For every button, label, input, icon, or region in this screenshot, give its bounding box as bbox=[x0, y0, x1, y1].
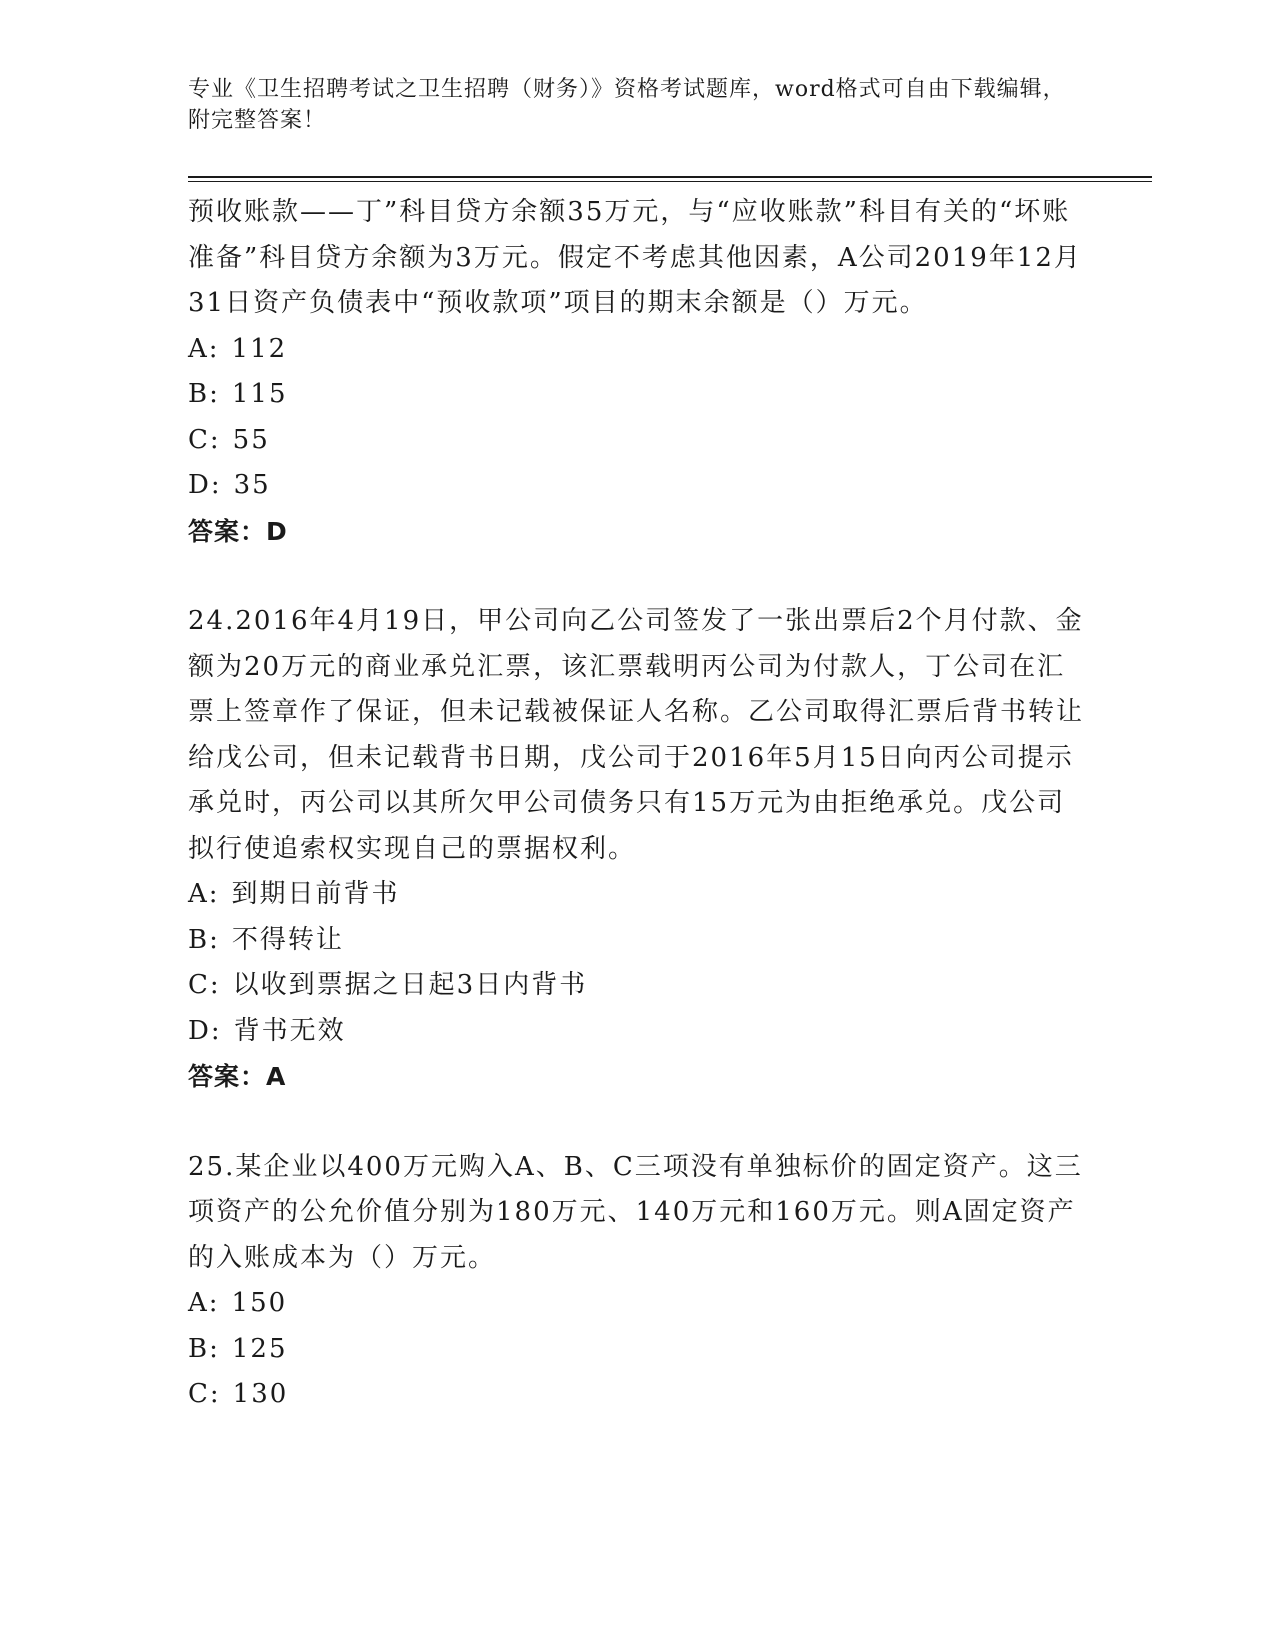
option-b bbox=[188, 372, 1088, 418]
question-text: 25.某企业以400万元购入A、B、C三项没有单独标价的固定资产。这三项资产的公允价值分别为180万元、140万元和160万元。则A固定资产的入账成本为（）万元。 bbox=[188, 1151, 1083, 1273]
question-text: 24.2016年4月19日，甲公司向乙公司签发了一张出票后2个月付款、金额为20万元的商业承兑汇票，该汇票载明丙公司为付款人，丁公司在汇票上签章作了保证，但未记载被保证人名称。乙公司取得汇票后背书转让给戊公司，但未记载背书日期，戊公司于2016年5月15日向丙公司提示承兑时，丙公司以其所欠甲公司债务只有15万元为由拒绝承兑。戊公司拟行使追索权实现自己的票据权利。 bbox=[188, 606, 1085, 864]
option-letter: B: bbox=[188, 1333, 220, 1364]
option-b bbox=[188, 918, 1088, 964]
document-header: 专业《卫生招聘考试之卫生招聘（财务）》资格考试题库，word格式可自由下载编辑，附完整答案！ bbox=[188, 77, 1066, 133]
document-body bbox=[188, 190, 1088, 1418]
option-letter: B: bbox=[188, 379, 220, 409]
question-25 bbox=[188, 1145, 1088, 1418]
option-letter: D: bbox=[188, 470, 222, 500]
option-letter: D: bbox=[188, 1015, 222, 1046]
option-letter: A: bbox=[188, 333, 220, 364]
option-c bbox=[188, 418, 1088, 464]
option-value: 112 bbox=[231, 333, 288, 364]
option-c bbox=[188, 963, 1088, 1009]
option-letter: C: bbox=[188, 970, 221, 1000]
option-value: 55 bbox=[232, 424, 270, 455]
answer-line: 答案：A bbox=[188, 1062, 287, 1091]
option-a bbox=[188, 872, 1088, 918]
option-a bbox=[188, 327, 1088, 373]
option-letter: C: bbox=[188, 1379, 221, 1409]
option-d bbox=[188, 463, 1088, 509]
option-value: 不得转让 bbox=[231, 924, 344, 955]
option-value: 125 bbox=[231, 1333, 288, 1364]
option-value: 以收到票据之日起3日内背书 bbox=[232, 970, 588, 1000]
question-text: 预收账款——丁”科目贷方余额35万元，与“应收账款”科目有关的“坏账准备”科目贷方余额为3万元。假定不考虑其他因素，A公司2019年12月31日资产负债表中“预收款项”项目的期末余额是（）万元。 bbox=[188, 197, 1082, 318]
option-value: 130 bbox=[232, 1379, 289, 1409]
option-letter: B: bbox=[188, 924, 220, 955]
option-letter: A: bbox=[188, 1288, 220, 1318]
option-c bbox=[188, 1372, 1088, 1418]
option-value: 背书无效 bbox=[233, 1015, 346, 1046]
question-23 bbox=[188, 190, 1088, 554]
answer-line: 答案：D bbox=[188, 516, 288, 546]
option-letter: A: bbox=[188, 879, 220, 909]
option-b bbox=[188, 1327, 1088, 1373]
option-value: 35 bbox=[233, 470, 271, 500]
header-rule-thin bbox=[188, 181, 1152, 182]
option-letter: C: bbox=[188, 424, 221, 455]
option-d bbox=[188, 1009, 1088, 1055]
option-value: 115 bbox=[231, 379, 288, 409]
option-value: 到期日前背书 bbox=[231, 879, 400, 909]
option-value: 150 bbox=[231, 1288, 288, 1318]
header-rule-thick bbox=[188, 176, 1152, 178]
question-24 bbox=[188, 599, 1088, 1100]
option-a bbox=[188, 1281, 1088, 1327]
